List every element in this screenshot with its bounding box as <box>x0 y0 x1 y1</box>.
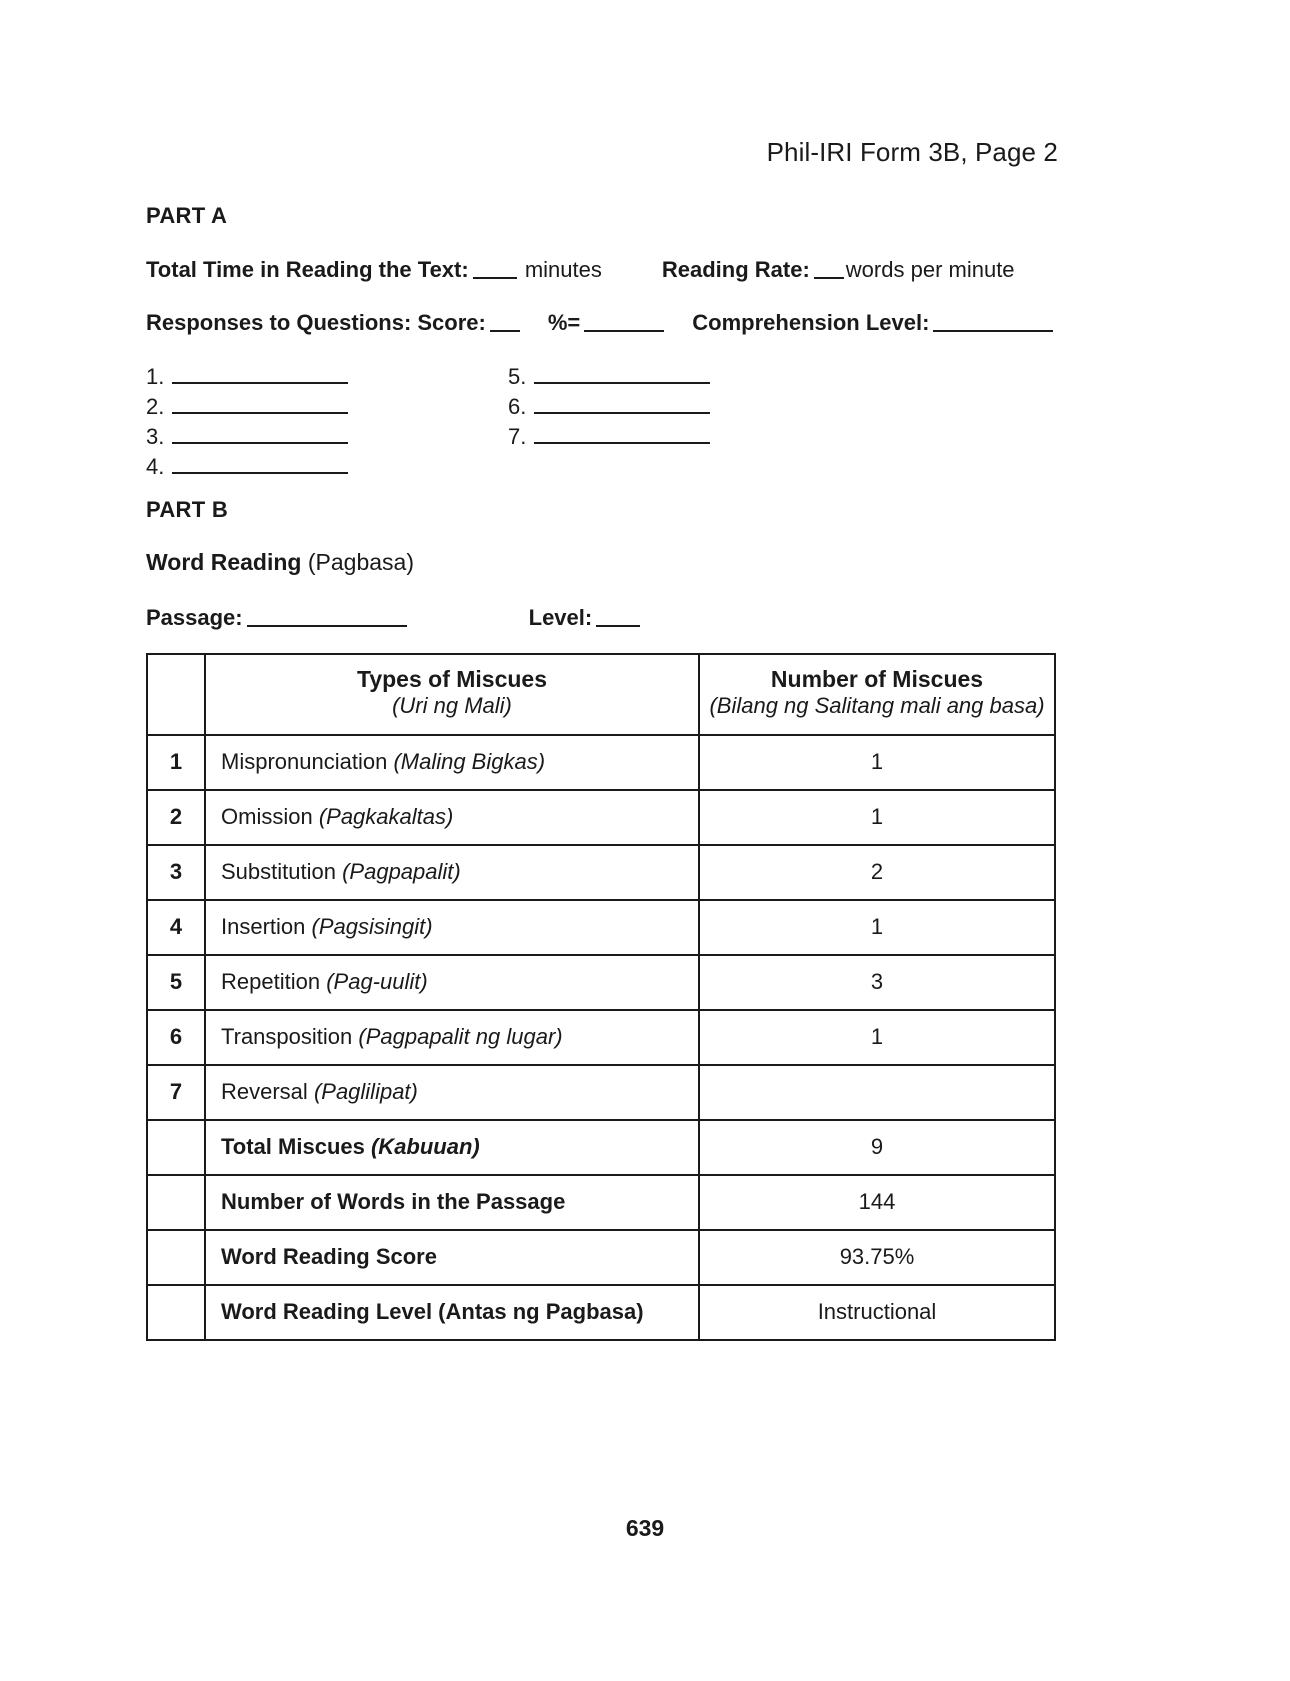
row-type-name: Substitution <box>221 859 336 885</box>
answer-blank[interactable] <box>534 423 710 444</box>
answers-column-right <box>508 363 710 453</box>
row-type <box>205 1065 699 1120</box>
answer-line-2[interactable] <box>146 393 348 423</box>
word-reading-translation: (Pagbasa) <box>307 549 414 575</box>
header-count-sub: (Bilang ng Salitang mali ang basa) <box>709 693 1045 719</box>
row-index: 7 <box>147 1065 205 1120</box>
passage-level-row <box>146 604 642 631</box>
header-count-main: Number of Miscues <box>770 666 984 692</box>
table-row-word-reading-level <box>147 1285 1055 1340</box>
responses-row <box>146 309 1055 336</box>
row-type <box>205 735 699 790</box>
row-type-name: Transposition <box>221 1024 353 1050</box>
row-type-name: Insertion <box>221 914 306 940</box>
header-types-main: Types of Miscues <box>356 666 548 692</box>
level-label: Level: <box>528 604 593 630</box>
row-count[interactable]: 2 <box>699 845 1055 900</box>
row-type <box>205 790 699 845</box>
percent-blank[interactable] <box>584 309 664 332</box>
row-type <box>205 955 699 1010</box>
row-type-translation: (Kabuuan) <box>370 1134 480 1160</box>
reading-rate-blank[interactable] <box>814 256 844 279</box>
part-a-heading: PART A <box>146 203 228 228</box>
row-type <box>205 1175 699 1230</box>
answer-number: 4. <box>146 453 165 479</box>
table-body <box>147 735 1055 1340</box>
answer-line-4[interactable] <box>146 453 348 483</box>
reading-rate-label: Reading Rate: <box>661 256 810 282</box>
row-type-name: Reversal <box>221 1079 308 1105</box>
score-blank[interactable] <box>490 309 520 332</box>
row-type-translation: (Paglilipat) <box>313 1079 418 1105</box>
table-row-number-of-words <box>147 1175 1055 1230</box>
row-index: 2 <box>147 790 205 845</box>
header-types-sub: (Uri ng Mali) <box>392 693 512 719</box>
answer-number: 6. <box>508 393 527 419</box>
row-count[interactable]: 1 <box>699 790 1055 845</box>
level-blank[interactable] <box>596 604 640 627</box>
table-row <box>147 735 1055 790</box>
row-index <box>147 1175 205 1230</box>
word-reading-row <box>146 549 414 576</box>
answer-blank[interactable] <box>534 363 710 384</box>
row-type-name: Number of Words in the Passage <box>221 1189 566 1215</box>
row-count[interactable]: 1 <box>699 900 1055 955</box>
row-type-translation: (Pagsisingit) <box>311 914 433 940</box>
row-type <box>205 1230 699 1285</box>
row-type <box>205 900 699 955</box>
percent-equals-label: %= <box>547 309 581 335</box>
answer-blank[interactable] <box>172 453 348 474</box>
answer-number: 7. <box>508 423 527 449</box>
row-index <box>147 1285 205 1340</box>
row-type-name: Omission <box>221 804 313 830</box>
table-row-word-reading-score <box>147 1230 1055 1285</box>
table-row-total-miscues <box>147 1120 1055 1175</box>
total-time-row <box>146 256 1015 283</box>
answer-line-6[interactable] <box>508 393 710 423</box>
minutes-label: minutes <box>524 256 602 282</box>
answer-line-7[interactable] <box>508 423 710 453</box>
total-time-blank[interactable] <box>473 256 517 279</box>
miscues-table <box>146 653 1056 1341</box>
row-type <box>205 1010 699 1065</box>
row-index: 4 <box>147 900 205 955</box>
row-count[interactable]: 1 <box>699 1010 1055 1065</box>
row-count[interactable]: 9 <box>699 1120 1055 1175</box>
table-row <box>147 900 1055 955</box>
table-row <box>147 1065 1055 1120</box>
row-index: 6 <box>147 1010 205 1065</box>
row-type <box>205 1120 699 1175</box>
table-row <box>147 955 1055 1010</box>
row-type-name: Word Reading Level (Antas ng Pagbasa) <box>221 1299 644 1325</box>
answer-blank[interactable] <box>172 423 348 444</box>
part-b-heading: PART B <box>146 497 229 522</box>
row-count[interactable]: 3 <box>699 955 1055 1010</box>
row-type-translation: (Pagkakaltas) <box>318 804 454 830</box>
comprehension-level-label: Comprehension Level: <box>692 309 930 335</box>
comprehension-level-blank[interactable] <box>933 309 1053 332</box>
answer-number: 5. <box>508 363 527 389</box>
row-type-translation: (Pagpapalit ng lugar) <box>358 1024 563 1050</box>
answer-line-3[interactable] <box>146 423 348 453</box>
answer-number: 2. <box>146 393 165 419</box>
header-types-of-miscues <box>205 654 699 735</box>
table-row <box>147 845 1055 900</box>
row-type-translation: (Pagpapalit) <box>342 859 461 885</box>
answer-line-1[interactable] <box>146 363 348 393</box>
row-count[interactable]: Instructional <box>699 1285 1055 1340</box>
total-time-label: Total Time in Reading the Text: <box>146 256 469 282</box>
row-count[interactable] <box>699 1065 1055 1120</box>
row-type-name: Word Reading Score <box>221 1244 437 1270</box>
passage-blank[interactable] <box>247 604 407 627</box>
page-number: 639 <box>625 1515 665 1541</box>
header-number-of-miscues <box>699 654 1055 735</box>
row-type <box>205 1285 699 1340</box>
row-index: 1 <box>147 735 205 790</box>
form-header-label: Phil-IRI Form 3B, Page 2 <box>766 137 1058 167</box>
passage-label: Passage: <box>146 604 243 630</box>
answer-number: 1. <box>146 363 165 389</box>
row-type-name: Repetition <box>221 969 321 995</box>
row-type-translation: (Pag-uulit) <box>326 969 428 995</box>
header-index <box>147 654 205 735</box>
row-index <box>147 1120 205 1175</box>
row-type-translation: (Maling Bigkas) <box>393 749 546 775</box>
row-index <box>147 1230 205 1285</box>
answers-column-left <box>146 363 348 483</box>
words-per-minute-label: words per minute <box>845 256 1015 282</box>
table-row <box>147 790 1055 845</box>
row-count[interactable]: 93.75% <box>699 1230 1055 1285</box>
responses-score-label: Responses to Questions: Score: <box>146 309 486 335</box>
answer-line-5[interactable] <box>508 363 710 393</box>
row-type-name: Total Miscues <box>221 1134 365 1160</box>
answer-blank[interactable] <box>172 363 348 384</box>
row-count[interactable]: 144 <box>699 1175 1055 1230</box>
row-index: 5 <box>147 955 205 1010</box>
row-type-name: Mispronunciation <box>221 749 388 775</box>
table-row <box>147 1010 1055 1065</box>
answer-number: 3. <box>146 423 165 449</box>
answer-blank[interactable] <box>172 393 348 414</box>
answer-blank[interactable] <box>534 393 710 414</box>
row-count[interactable]: 1 <box>699 735 1055 790</box>
word-reading-label: Word Reading <box>146 549 302 575</box>
row-index: 3 <box>147 845 205 900</box>
row-type <box>205 845 699 900</box>
table-header-row <box>147 654 1055 735</box>
